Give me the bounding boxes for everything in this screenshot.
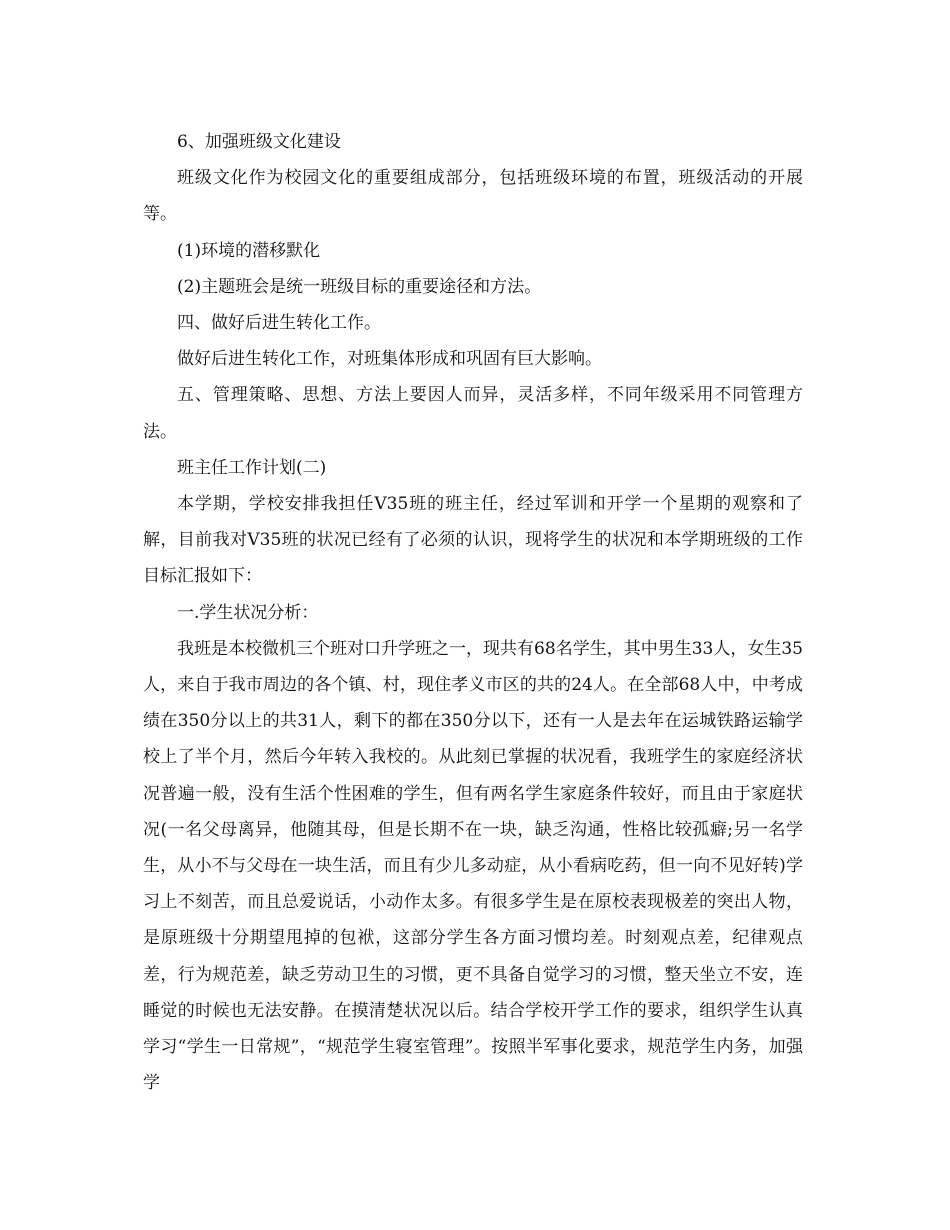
section-heading-5: 五、管理策略、思想、方法上要因人而异，灵活多样，不同年级采用不同管理方法。 (143, 385, 803, 442)
body-paragraph: 本学期，学校安排我担任V35班的班主任，经过军训和开学一个星期的观察和了解，目前我对V35班的状况已经有了必须的认识，现将学生的状况和本学期班级的工作目标汇报如下： (143, 494, 803, 587)
body-paragraph: 做好后进生转化工作，对班集体形成和巩固有巨大影响。 (177, 349, 602, 370)
body-paragraph: 我班是本校微机三个班对口升学班之一，现共有68名学生，其中男生33人，女生35人，来自于我市周边的各个镇、村，现住孝义市区的共的24人。在全部68人中，中考成绩在350分以上的共31人，剩下的都在350分以下，还有一人是去年在运城铁路运输学校上了半个月，然后今年转入我校的。从此刻已掌握的状况看，我班学生的家庭经济状况普遍一般，没有生活个性困难的学生，但有两名学生家庭条件较好，而且由于家庭状况(一名父母离异，他随其母，但是长期不在一块，缺乏沟通，性格比较孤癖;另一名学生，从小不与父母在一块生活，而且有少儿多动症，从小看病吃药，但一向不见好转)学习上不刻苦，而且总爱说话，小动作太多。有很多学生是在原校表现极差的突出人物，是原班级十分期望甩掉的包袱，这部分学生各方面习惯均差。时刻观点差，纪律观点差，行为规范差，缺乏劳动卫生的习惯，更不具备自觉学习的习惯，整天坐立不安，连睡觉的时候也无法安静。在摸清楚状况以后。结合学校开学工作的要求，组织学生认真学习“学生一日常规”，“规范学生寝室管理”。按照半军事化要求，规范学生内务，加强学 (143, 638, 803, 1094)
list-item-1: (1)环境的潜移默化 (177, 240, 321, 261)
document-subtitle: 班主任工作计划(二) (177, 457, 327, 478)
section-heading-6: 6、加强班级文化建设 (177, 132, 341, 152)
section-heading-4: 四、做好后进生转化工作。 (177, 313, 381, 334)
body-paragraph: 班级文化作为校园文化的重要组成部分，包括班级环境的布置，班级活动的开展等。 (143, 168, 803, 225)
section-heading-1: 一.学生状况分析： (177, 602, 319, 623)
list-item-2: (2)主题班会是统一班级目标的重要途径和方法。 (177, 276, 542, 297)
document-page (143, 124, 803, 1101)
